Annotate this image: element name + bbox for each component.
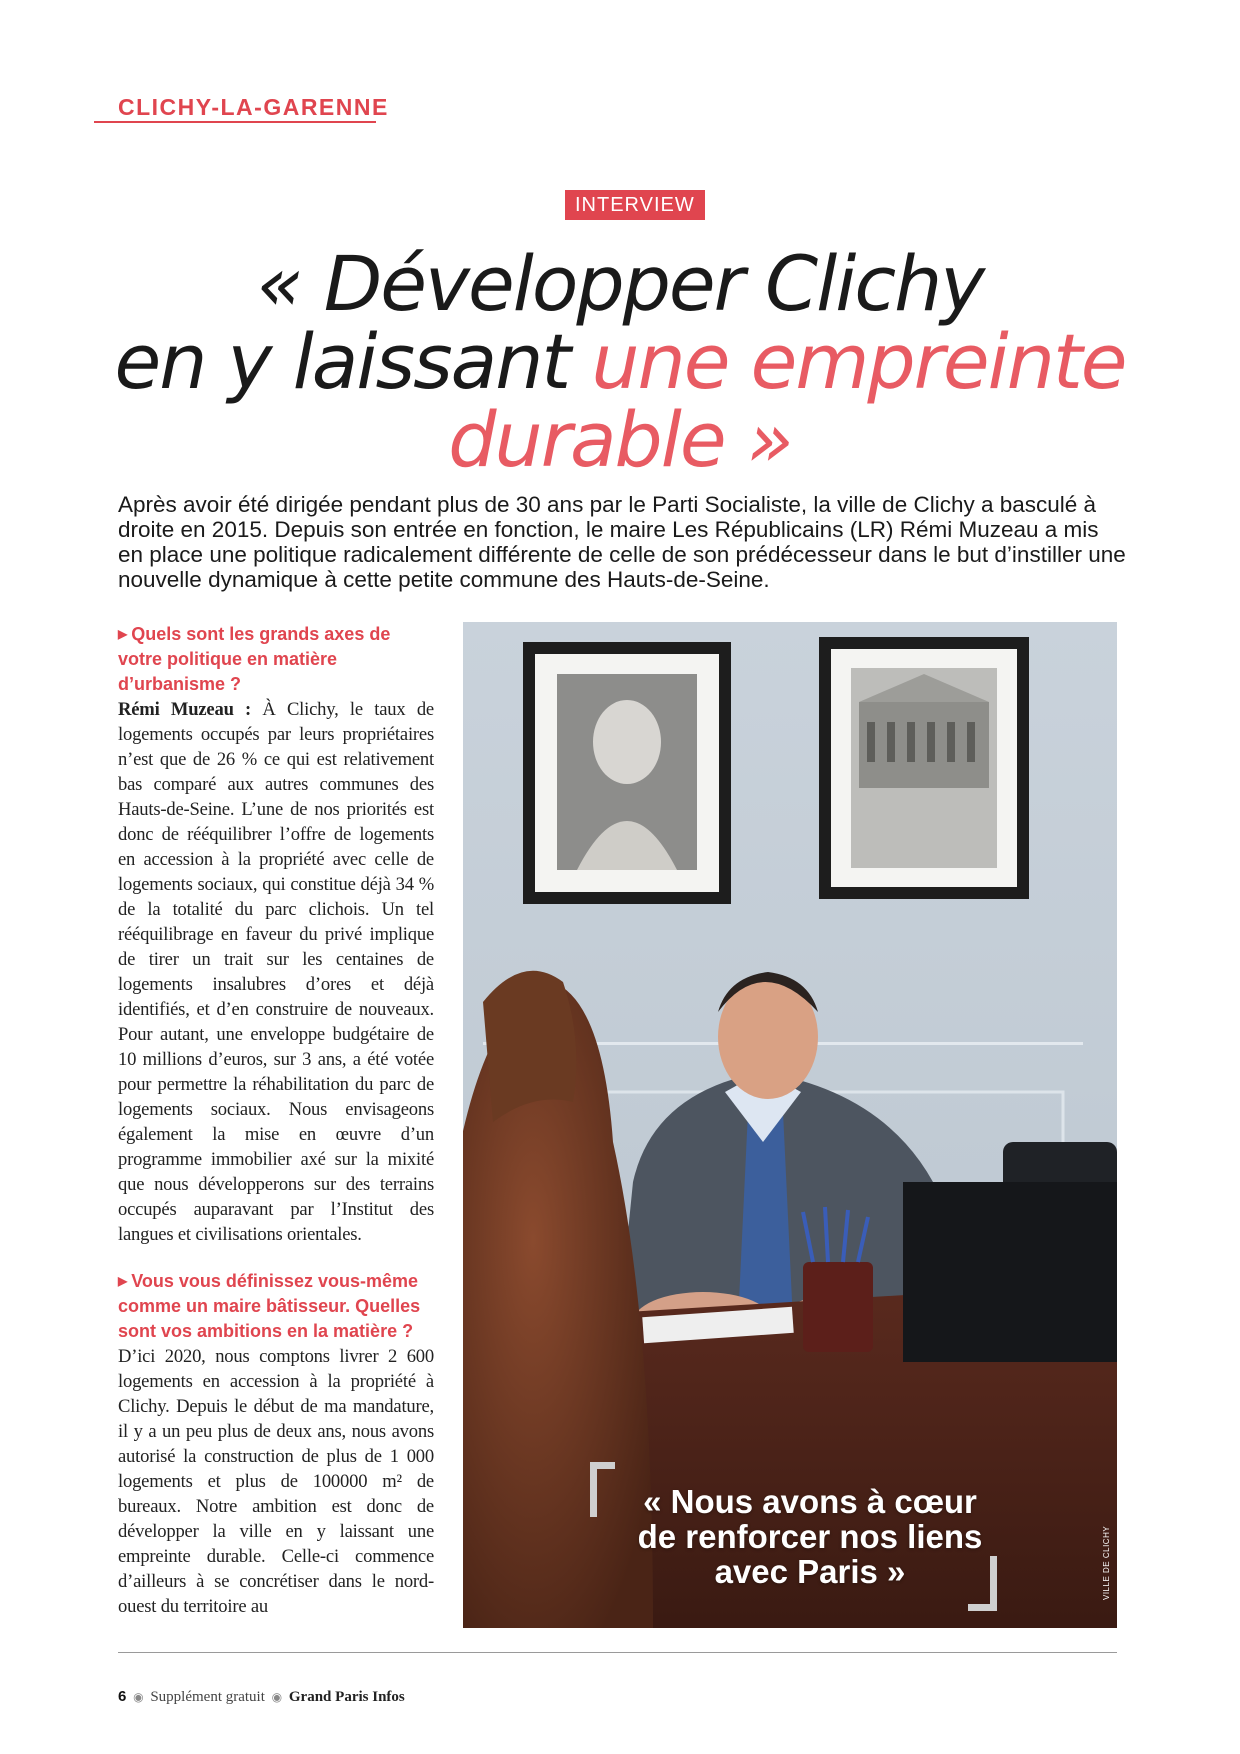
answer-1-text: À Clichy, le taux de logements occupés par leurs propriétaires n’est que de 26 % ce qui est relativement bas comparé aux autres communes des Hauts-de-Seine. L’une de nos priorités est donc de rééquilibrer l’offre de logements en accession à la propriété avec celle de logements sociaux, qui constitue déjà 34 % de la totalité du parc clichois. Un tel rééquilibrage en faveur du privé implique de tirer un trait sur les centaines de logements insalubres d’ores et déjà identifiés, et d’en construire de nouveaux. Pour autant, une enveloppe budgétaire de 10 millions d’euros, sur 3 ans, a été votée pour permettre la réhabilitation du parc de logements sociaux. Nous envisageons également la mise en œuvre d’un programme immobilier axé sur la mixité que nous développerons sur des terrains occupés auparavant par l’Institut des langues et civilisations orientales. xyxy=(118,699,434,1245)
section-underline xyxy=(94,121,376,123)
mayor-photo xyxy=(463,622,1117,1628)
lead-paragraph: Après avoir été dirigée pendant plus de 30 ans par le Parti Socialiste, la ville de Clichy a basculé à droite en 2015. Depuis son entrée en fonction, le maire Les Républicains (LR) Rémi Muzeau a mis en place une politique radicalement différente de celle de son prédécesseur dans le but d’instiller une nouvelle dynamique à cette petite commune des Hauts-de-Seine. xyxy=(118,492,1126,592)
footer xyxy=(118,1688,405,1706)
question-2-text: Vous vous définissez vous-même comme un maire bâtisseur. Quelles sont vos ambitions en la matière ? xyxy=(118,1271,421,1341)
speaker-name: Rémi Muzeau : xyxy=(118,699,252,720)
question-1 xyxy=(118,622,434,697)
bullet-icon: ◉ xyxy=(271,1690,283,1704)
pull-quote: « Nous avons à cœur de renforcer nos liens avec Paris » xyxy=(637,1483,983,1590)
headline-line-2a: en y laissant xyxy=(114,317,592,406)
page-number: 6 xyxy=(118,1688,127,1705)
interview-column xyxy=(118,622,434,1619)
answer-2: D’ici 2020, nous comptons livrer 2 600 logements en accession à la propriété à Clichy. Depuis le début de ma mandature, il y a un peu plus de deux ans, nous avons autorisé la construction de plus de 1 000 logements et plus de 100000 m² de bureaux. Notre ambition est donc de développer la ville en y laissant une empreinte durable. Celle-ci commence d’ailleurs à se concrétiser dans le nord-ouest du territoire au xyxy=(118,1346,434,1617)
triangle-bullet-icon: ▶ xyxy=(118,627,128,641)
headline-line-2b: une empreinte xyxy=(591,317,1126,406)
interview-badge: INTERVIEW xyxy=(565,190,705,220)
headline xyxy=(40,239,1200,484)
footer-divider xyxy=(118,1652,1117,1653)
triangle-bullet-icon: ▶ xyxy=(118,1274,128,1288)
section-label: CLICHY-LA-GARENNE xyxy=(118,94,389,120)
headline-line-3: durable » xyxy=(448,395,792,484)
question-2 xyxy=(118,1269,434,1344)
quote-bracket-right xyxy=(968,1556,997,1611)
question-1-text: Quels sont les grands axes de votre politique en matière d’urbanisme ? xyxy=(118,624,391,694)
photo-credit: VILLE DE CLICHY xyxy=(1102,1525,1111,1600)
headline-line-1: « Développer Clichy xyxy=(256,239,984,328)
answer-1 xyxy=(118,697,434,1247)
bullet-icon: ◉ xyxy=(133,1690,144,1704)
publication-name: Grand Paris Infos xyxy=(288,1689,405,1705)
quote-bracket-left xyxy=(590,1462,615,1517)
supplement-label: Supplément gratuit xyxy=(150,1689,265,1705)
